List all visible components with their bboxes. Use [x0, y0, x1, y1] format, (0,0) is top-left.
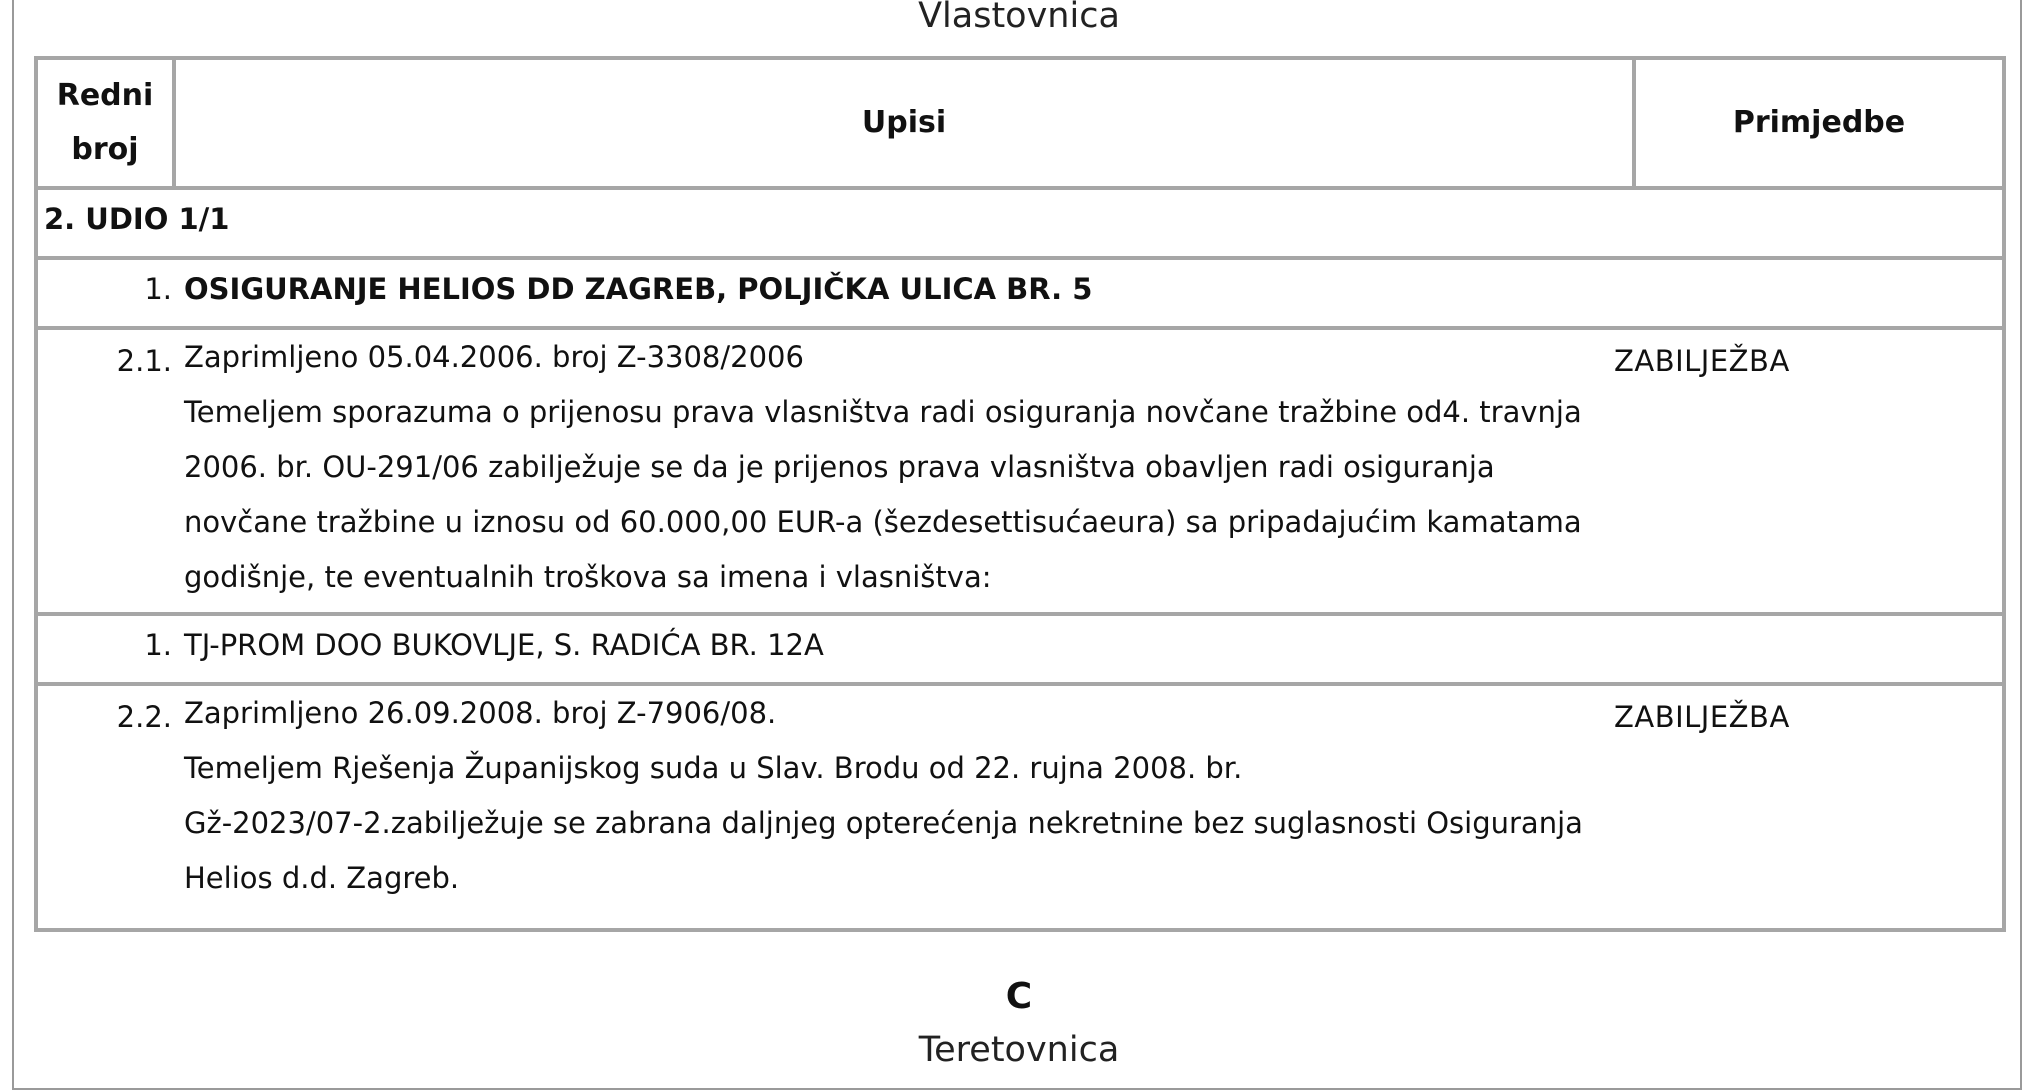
entry-line: godišnje, te eventualnih troškova sa imena i vlasništva: [184, 560, 992, 594]
entry-number: 2.2. [116, 700, 172, 734]
entry-line: 2006. br. OU-291/06 zabilježuje se da je prijenos prava vlasništva obavljen radi osiguranja [184, 450, 1495, 484]
entry-row [38, 330, 2002, 612]
entry-line: Temeljem Rješenja Županijskog suda u Slav. Brodu od 22. rujna 2008. br. [184, 751, 1243, 785]
owner-row [38, 260, 2002, 326]
sub-owner-row [38, 616, 2002, 682]
sub-owner-name: TJ-PROM DOO BUKOVLJE, S. RADIĆA BR. 12A [184, 628, 824, 662]
entry-line: Gž-2023/07-2.zabilježuje se zabrana daljnjeg opterećenja nekretnine bez suglasnosti Osiguranja [184, 806, 1583, 840]
header-redni-broj [38, 60, 172, 186]
entry-line: novčane tražbine u iznosu od 60.000,00 EUR-a (šezdesettisućaeura) sa pripadajućim kamatama [184, 505, 1582, 539]
entry-remark: ZABILJEŽBA [1614, 344, 1790, 378]
entry-number: 2.1. [116, 344, 172, 378]
entry-row [38, 686, 2002, 928]
entry-remark: ZABILJEŽBA [1614, 700, 1790, 734]
owner-number: 1. [144, 272, 172, 306]
header-upisi: Upisi [861, 105, 947, 140]
table-header-row [38, 60, 2002, 186]
header-primjedbe: Primjedbe [1732, 105, 1906, 140]
section-b-title: Vlastovnica [918, 0, 1120, 36]
entry-line: Zaprimljeno 05.04.2006. broj Z-3308/2006 [184, 340, 804, 374]
section-c-title: Teretovnica [918, 1030, 1120, 1070]
entry-line: Temeljem sporazuma o prijenosu prava vlasništva radi osiguranja novčane tražbine od4. travnja [184, 395, 1582, 429]
header-redni-broj-line2: broj [71, 132, 139, 167]
sub-owner-number: 1. [144, 628, 172, 662]
owner-name: OSIGURANJE HELIOS DD ZAGREB, POLJIČKA ULICA BR. 5 [184, 272, 1093, 306]
udio-row [38, 190, 2002, 256]
entry-line: Zaprimljeno 26.09.2008. broj Z-7906/08. [184, 696, 777, 730]
entry-line: Helios d.d. Zagreb. [184, 861, 460, 895]
udio-label: 2. UDIO 1/1 [44, 202, 230, 236]
header-divider [1632, 60, 1636, 186]
ownership-table [34, 56, 2006, 932]
header-divider [172, 60, 176, 186]
section-c-letter: C [1005, 976, 1033, 1017]
header-redni-broj-line1: Redni [56, 78, 154, 113]
